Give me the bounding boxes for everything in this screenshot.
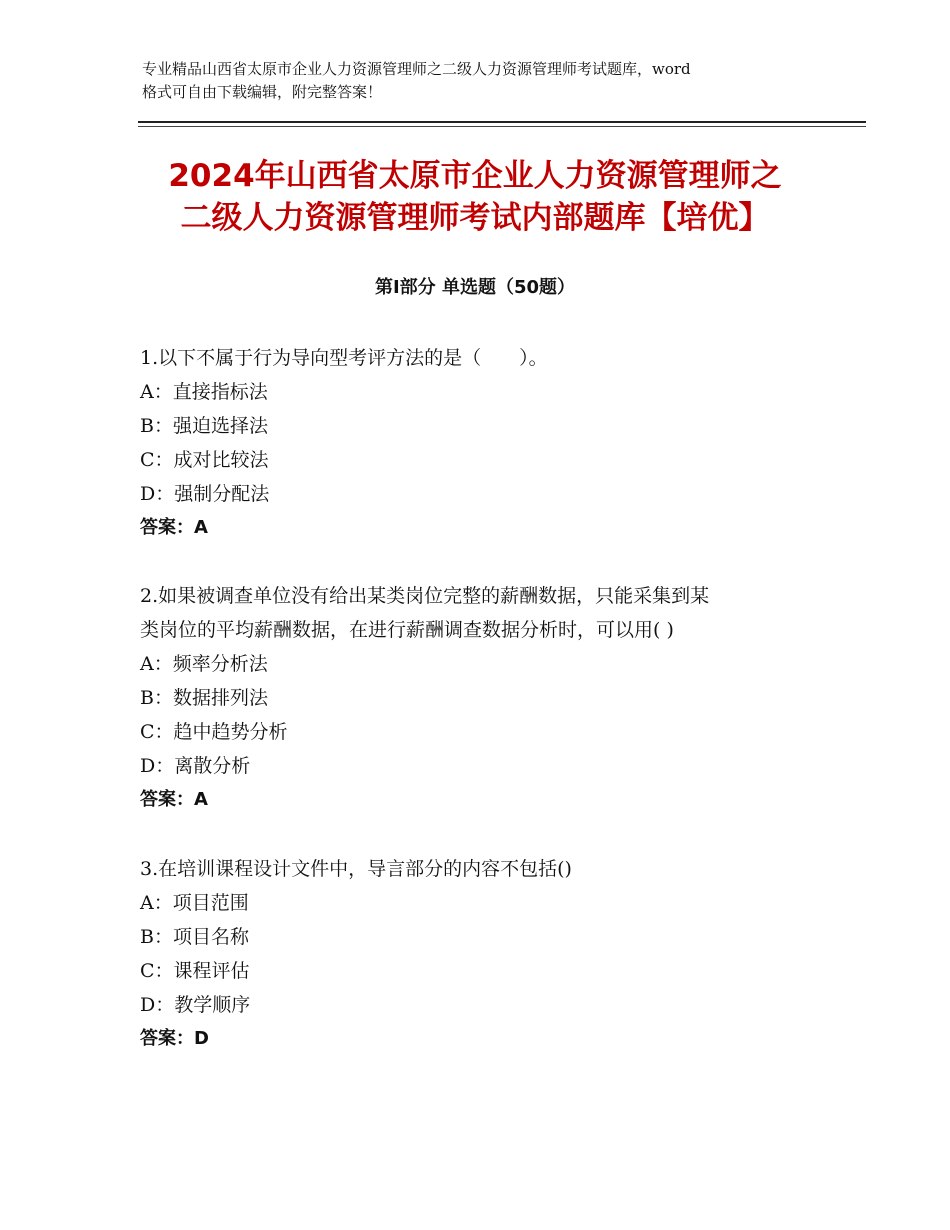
option-b: B：数据排列法	[140, 687, 268, 709]
option-a: A：项目范围	[140, 892, 249, 914]
question-2	[140, 579, 840, 817]
answer: 答案：A	[140, 789, 208, 810]
option-a: A：直接指标法	[140, 381, 268, 403]
header-divider-thin	[138, 126, 866, 127]
answer: 答案：A	[140, 517, 208, 538]
section-heading: 第Ⅰ部分 单选题（50题）	[374, 277, 575, 298]
option-a: A：频率分析法	[140, 653, 268, 675]
option-b: B：项目名称	[140, 926, 249, 948]
question-stem-line: 1.以下不属于行为导向型考评方法的是（ ）。	[140, 347, 548, 369]
question-stem	[140, 852, 840, 886]
question-stem	[140, 341, 840, 375]
option-c: C：课程评估	[140, 960, 250, 982]
option-d: D：离散分析	[140, 755, 251, 777]
question-stem-line: 3.在培训课程设计文件中，导言部分的内容不包括()	[140, 858, 572, 880]
option-b: B：强迫选择法	[140, 415, 268, 437]
option-d: D：强制分配法	[140, 483, 270, 505]
document-title-line-1: 2024年山西省太原市企业人力资源管理师之	[168, 158, 782, 194]
header-note-line-2: 格式可自由下载编辑，附完整答案！	[142, 83, 383, 101]
question-stem-line: 2.如果被调查单位没有给出某类岗位完整的薪酬数据，只能采集到某	[140, 585, 710, 607]
header-note	[142, 58, 832, 104]
question-1	[140, 341, 840, 545]
document-title-line-2: 二级人力资源管理师考试内部题库【培优】	[180, 200, 770, 236]
header-divider-thick	[138, 121, 866, 123]
document-title	[80, 155, 870, 239]
option-c: C：趋中趋势分析	[140, 721, 288, 743]
question-stem-line: 类岗位的平均薪酬数据，在进行薪酬调查数据分析时，可以用( )	[140, 619, 674, 641]
option-d: D：教学顺序	[140, 994, 251, 1016]
option-c: C：成对比较法	[140, 449, 269, 471]
question-stem	[140, 579, 840, 647]
header-note-line-1: 专业精品山西省太原市企业人力资源管理师之二级人力资源管理师考试题库，word	[142, 60, 691, 78]
answer: 答案：D	[140, 1028, 209, 1049]
question-3	[140, 852, 840, 1056]
